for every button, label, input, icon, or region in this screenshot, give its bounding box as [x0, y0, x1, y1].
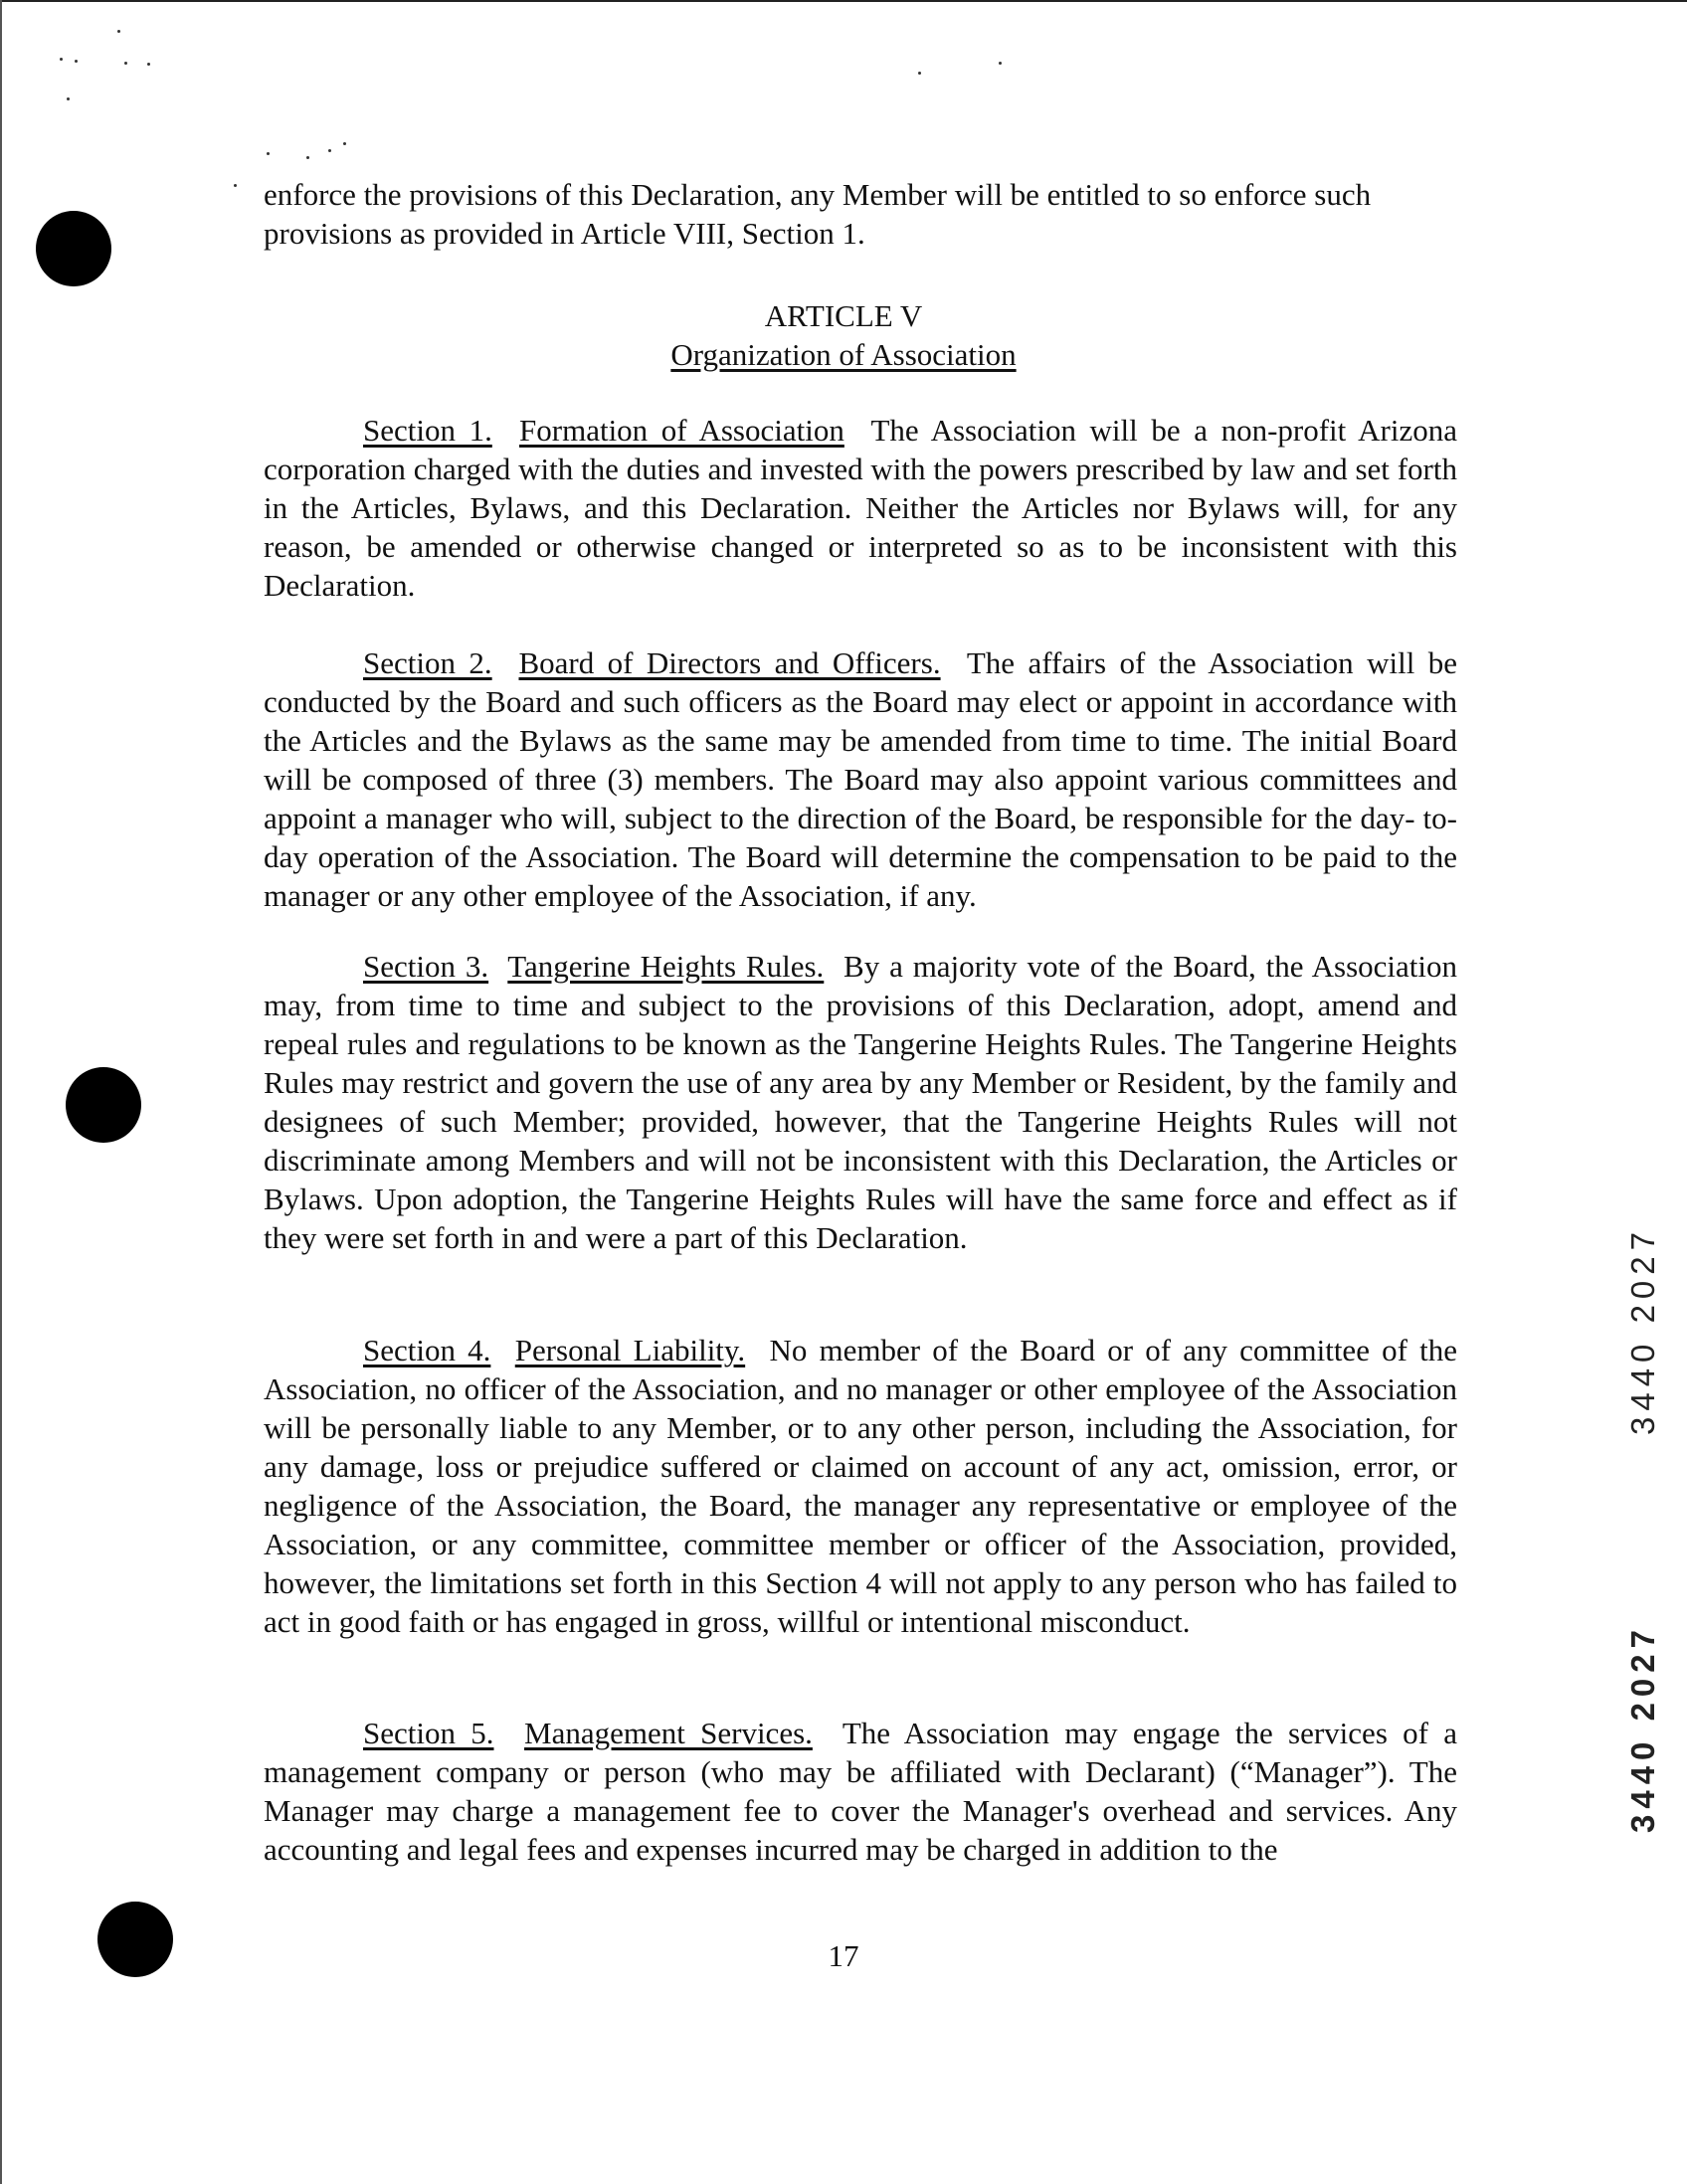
section-body: No member of the Board or of any committee of the Association, no officer of the Association, and no manager or other employee of the Association will be personally liable to any Member, or to any other person, including the Association, for any damage, loss or prejudice suffered or claimed on account of any act, omission, error, or negligence of the Association, the Board, the manager any representative or employee of the Association, or any committee, committee member or officer of the Association, provided, however, the limitations set forth in this Section 4 will not apply to any person who has failed to act in good faith or has engaged in gross, willful or intentional misconduct.	[264, 1333, 1457, 1639]
scan-speck	[343, 142, 346, 145]
section-body: The Association will be a non-profit Arizona corporation charged with the duties and invested with the powers prescribed by law and set forth in the Articles, Bylaws, and this Declaration. Neither the Articles nor Bylaws will, for any reason, be amended or otherwise changed or interpreted so as to be inconsistent with this Declaration.	[264, 413, 1457, 603]
section-number: Section 4.	[363, 1333, 491, 1367]
scan-speck	[147, 63, 150, 66]
scan-speck	[117, 30, 120, 33]
scan-speck	[60, 58, 63, 61]
section-number: Section 1.	[363, 413, 492, 448]
scan-speck	[124, 62, 127, 65]
article-title: ARTICLE V	[764, 298, 923, 333]
punch-hole	[36, 211, 111, 286]
article-subtitle: Organization of Association	[670, 337, 1017, 372]
scan-speck	[918, 72, 921, 75]
scan-speck	[234, 184, 237, 187]
section-title: Tangerine Heights Rules.	[507, 949, 825, 984]
section-3	[264, 947, 1457, 1257]
section-body: The affairs of the Association will be conducted by the Board and such officers as the Board may elect or appoint in accordance with the Articles and the Bylaws as the same may be amended from time to time. The initial Board will be composed of three (3) members. The Board may also appoint various committees and appoint a manager who will, subject to the direction of the Board, be responsible for the day- to-day operation of the Association. The Board will determine the compensation to be paid to the manager or any other employee of the Association, if any.	[264, 645, 1457, 913]
scan-speck	[306, 156, 309, 159]
margin-stamp-lower: 3440 2027	[1624, 1624, 1661, 1833]
section-title: Formation of Association	[519, 413, 844, 448]
article-subtitle-wrap	[0, 335, 1687, 374]
punch-hole	[66, 1067, 141, 1143]
section-title: Personal Liability.	[514, 1333, 746, 1367]
section-5	[264, 1714, 1457, 1869]
section-body: The Association may engage the services of a management company or person (who may be affiliated with Declarant) (“Manager”). The Manager may charge a management fee to cover the Manager's overhead and services. Any accounting and legal fees and expenses incurred may be charged in addition to the	[264, 1716, 1457, 1867]
scan-speck	[75, 60, 78, 63]
section-number: Section 3.	[363, 949, 489, 984]
scan-speck	[67, 97, 70, 100]
scan-speck	[999, 62, 1002, 65]
section-title: Management Services.	[524, 1716, 813, 1750]
section-title: Board of Directors and Officers.	[518, 645, 941, 680]
section-number: Section 5.	[363, 1716, 494, 1750]
opening-paragraph: enforce the provisions of this Declaration, any Member will be entitled to so enforce such provisions as provided in Article VIII, Section 1.	[264, 177, 1372, 251]
section-number: Section 2.	[363, 645, 492, 680]
section-1	[264, 411, 1457, 605]
section-2	[264, 643, 1457, 915]
section-body: By a majority vote of the Board, the Association may, from time to time and subject to the provisions of this Declaration, adopt, amend and repeal rules and regulations to be known as the Tangerine Heights Rules. The Tangerine Heights Rules may restrict and govern the use of any area by any Member or Resident, by the family and designees of such Member; provided, however, that the Tangerine Heights Rules will not discriminate among Members and will not be inconsistent with this Declaration, the Articles or Bylaws. Upon adoption, the Tangerine Heights Rules will have the same force and effect as if they were set forth in and were a part of this Declaration.	[264, 949, 1457, 1255]
section-4	[264, 1331, 1457, 1641]
scan-speck	[328, 149, 331, 152]
page-number: 17	[828, 1938, 859, 1973]
scan-speck	[267, 152, 270, 155]
margin-stamp-upper: 3440 2027	[1624, 1226, 1661, 1435]
scan-top-edge	[0, 0, 1687, 2]
